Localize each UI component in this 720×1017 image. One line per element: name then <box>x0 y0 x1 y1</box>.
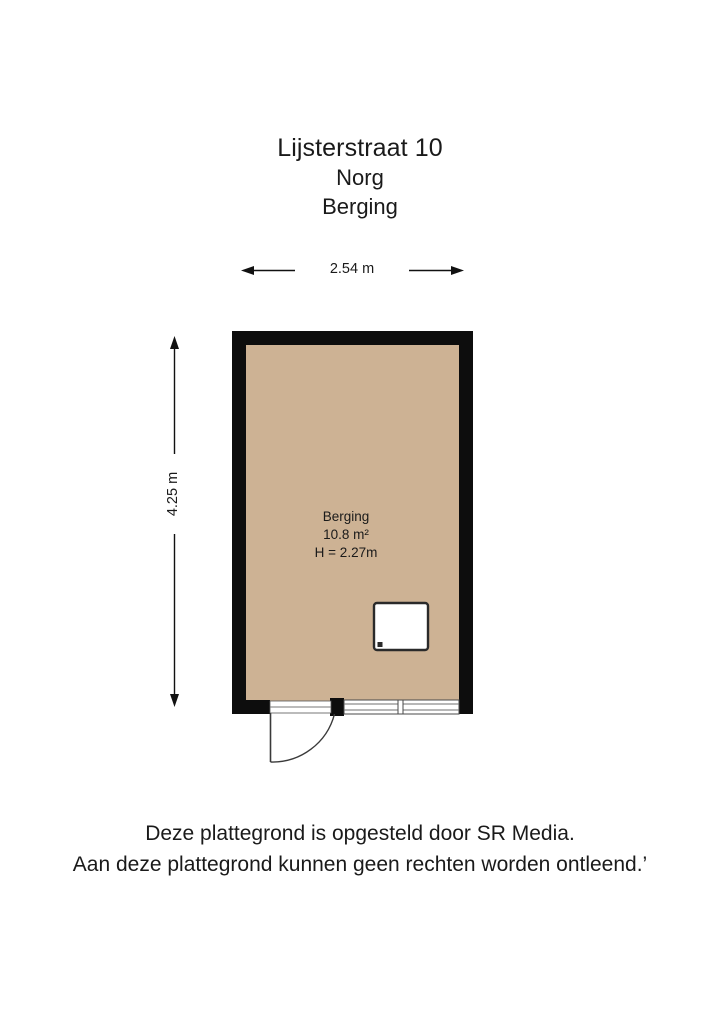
dimension-length-label: 4.25 m <box>165 454 181 534</box>
dimension-width-label: 2.54 m <box>295 261 409 277</box>
footer-disclaimer <box>0 818 720 880</box>
page-title-address: Lijsterstraat 10 <box>277 134 443 162</box>
window <box>344 700 459 714</box>
room-ceiling-height: H = 2.27m <box>314 545 378 560</box>
page-title-floor: Berging <box>322 194 398 219</box>
footer-line-2: Aan deze plattegrond kunnen geen rechten worden ontleend.’ <box>72 853 648 876</box>
footer-line-1: Deze plattegrond is opgesteld door SR Media. <box>145 822 575 845</box>
appliance-box <box>374 603 428 650</box>
page-title-city: Norg <box>336 165 384 190</box>
room-area: 10.8 m² <box>323 527 369 542</box>
room-label <box>281 508 411 562</box>
door-swing <box>270 701 335 762</box>
room-name: Berging <box>322 509 370 524</box>
